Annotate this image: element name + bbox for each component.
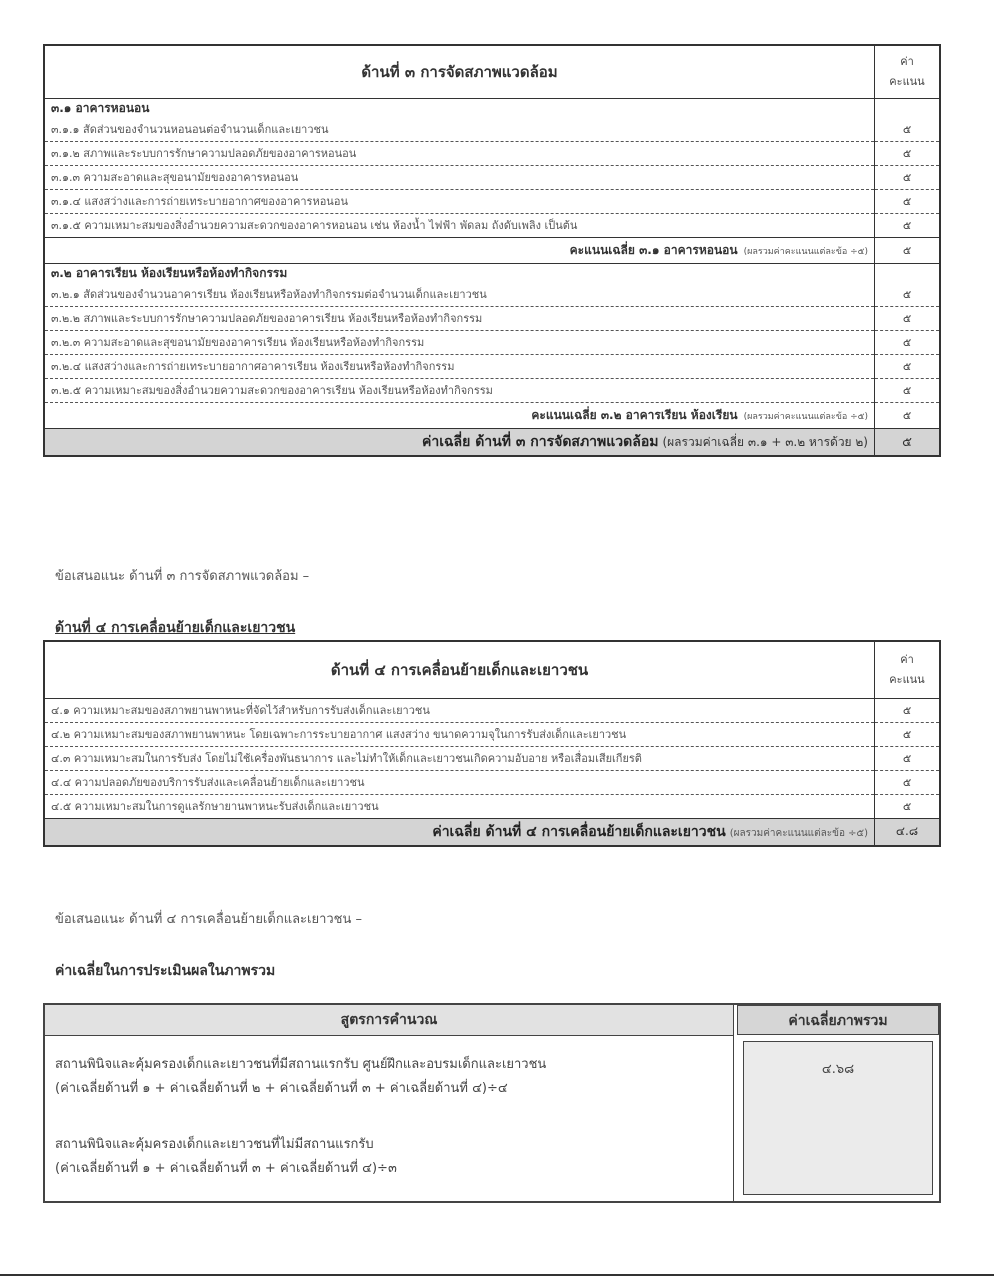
- item-score: ๕: [875, 770, 941, 794]
- overall-table: [43, 1003, 941, 1203]
- section4-title: ด้านที่ ๔ การเคลื่อนย้ายเด็กและเยาวชน: [44, 641, 875, 698]
- section3-title: ด้านที่ ๓ การจัดสภาพแวดล้อม: [44, 45, 875, 98]
- table-row: [44, 746, 940, 770]
- item-score: ๕: [875, 189, 941, 213]
- item-text: ๔.๔ ความปลอดภัยของบริการรับส่งและเคลื่อนย้ายเด็กและเยาวชน: [44, 770, 875, 794]
- formula-1-line2: (ค่าเฉลี่ยด้านที่ ๑ + ค่าเฉลี่ยด้านที่ ๒ + ค่าเฉลี่ยด้านที่ ๓ + ค่าเฉลี่ยด้านที่ ๔)÷๔: [55, 1081, 508, 1096]
- formula-column: [45, 1005, 734, 1201]
- table-row: [44, 118, 940, 142]
- table-row: [44, 213, 940, 237]
- item-score: ๕: [875, 794, 941, 818]
- total-label: ค่าเฉลี่ย ด้านที่ ๔ การเคลื่อนย้ายเด็กและเยาวชน: [432, 823, 726, 840]
- formula-1-line1: สถานพินิจและคุ้มครองเด็กและเยาวชนที่มีสถานแรกรับ ศูนย์ฝึกและอบรมเด็กและเยาวชน: [55, 1057, 547, 1072]
- average-column: [737, 1005, 939, 1201]
- page-bottom-rule: [0, 1274, 994, 1276]
- total-score: ๕: [875, 428, 941, 456]
- section4-suggestion: ข้อเสนอแนะ ด้านที่ ๔ การเคลื่อนย้ายเด็กและเยาวชน –: [55, 912, 363, 927]
- score-header: [875, 45, 941, 98]
- score-header-line2: คะแนน: [889, 672, 925, 686]
- total-row: [44, 818, 940, 846]
- table-row: [44, 330, 940, 354]
- item-text: ๓.๑.๕ ความเหมาะสมของสิ่งอำนวยความสะดวกของอาคารหอนอน เช่น ห้องน้ำ ไฟฟ้า พัดลม ถังดับเพลิง เป็นต้น: [44, 213, 875, 237]
- item-score: ๕: [875, 283, 941, 307]
- formula-2-line1: สถานพินิจและคุ้มครองเด็กและเยาวชนที่ไม่มีสถานแรกรับ: [55, 1137, 374, 1152]
- total-score: ๔.๘: [875, 818, 941, 846]
- table-row: [44, 794, 940, 818]
- score-header: [875, 641, 941, 698]
- group-title: ๓.๑ อาคารหอนอน: [44, 98, 875, 118]
- item-text: ๓.๑.๒ สภาพและระบบการรักษาความปลอดภัยของอาคารหอนอน: [44, 141, 875, 165]
- item-score: ๕: [875, 354, 941, 378]
- table-row: [44, 141, 940, 165]
- item-text: ๓.๒.๒ สภาพและระบบการรักษาความปลอดภัยของอาคารเรียน ห้องเรียนหรือห้องทำกิจกรรม: [44, 306, 875, 330]
- section3-suggestion: ข้อเสนอแนะ ด้านที่ ๓ การจัดสภาพแวดล้อม –: [55, 569, 310, 584]
- item-text: ๓.๑.๑ สัดส่วนของจำนวนหอนอนต่อจำนวนเด็กและเยาวชน: [44, 118, 875, 142]
- table-row: [44, 189, 940, 213]
- formula-2: [55, 1133, 397, 1181]
- table-row: [44, 283, 940, 307]
- subtotal-note: (ผลรวมค่าคะแนนแต่ละข้อ ÷๕): [743, 411, 868, 422]
- score-header-line1: ค่า: [900, 652, 914, 666]
- table-row: [44, 698, 940, 722]
- item-score: ๕: [875, 378, 941, 402]
- score-header-line1: ค่า: [900, 54, 914, 68]
- item-score: ๕: [875, 306, 941, 330]
- formula-1: [55, 1053, 546, 1101]
- item-text: ๓.๒.๕ ความเหมาะสมของสิ่งอำนวยความสะดวกของอาคารเรียน ห้องเรียนหรือห้องทำกิจกรรม: [44, 378, 875, 402]
- item-score: ๕: [875, 118, 941, 142]
- total-note: (ผลรวมค่าคะแนนแต่ละข้อ ÷๕): [729, 827, 868, 839]
- item-text: ๔.๒ ความเหมาะสมของสภาพยานพาหนะ โดยเฉพาะการระบายอากาศ แสงสว่าง ขนาดความจุในการรับส่งเด็กและเยาวชน: [44, 722, 875, 746]
- average-header: ค่าเฉลี่ยภาพรวม: [737, 1005, 939, 1035]
- item-text: ๔.๕ ความเหมาะสมในการดูแลรักษายานพาหนะรับส่งเด็กและเยาวชน: [44, 794, 875, 818]
- section4-heading: ด้านที่ ๔ การเคลื่อนย้ายเด็กและเยาวชน: [55, 620, 296, 636]
- item-score: ๕: [875, 213, 941, 237]
- average-value-box: [743, 1041, 933, 1195]
- formula-header: สูตรการคำนวณ: [45, 1005, 733, 1036]
- section4-table: [43, 640, 941, 847]
- table-row: [44, 378, 940, 402]
- subtotal-label: คะแนนเฉลี่ย ๓.๒ อาคารเรียน ห้องเรียน: [531, 407, 738, 422]
- total-label: ค่าเฉลี่ย ด้านที่ ๓ การจัดสภาพแวดล้อม: [421, 433, 659, 450]
- overall-title: ค่าเฉลี่ยในการประเมินผลในภาพรวม: [55, 963, 276, 979]
- table-row: [44, 722, 940, 746]
- total-row: [44, 428, 940, 456]
- item-text: ๔.๓ ความเหมาะสมในการรับส่ง โดยไม่ใช้เครื่องพันธนาการ และไม่ทำให้เด็กและเยาวชนเกิดความอับอาย หรือเสื่อมเสียเกียรติ: [44, 746, 875, 770]
- average-value: ๔.๖๘: [821, 1062, 855, 1077]
- item-text: ๓.๒.๔ แสงสว่างและการถ่ายเทระบายอากาศอาคารเรียน ห้องเรียนหรือห้องทำกิจกรรม: [44, 354, 875, 378]
- table-row: [44, 306, 940, 330]
- item-text: ๓.๒.๓ ความสะอาดและสุขอนามัยของอาคารเรียน ห้องเรียนหรือห้องทำกิจกรรม: [44, 330, 875, 354]
- table-row: [44, 354, 940, 378]
- subtotal-note: (ผลรวมค่าคะแนนแต่ละข้อ ÷๕): [743, 246, 868, 257]
- item-text: ๓.๒.๑ สัดส่วนของจำนวนอาคารเรียน ห้องเรียนหรือห้องทำกิจกรรมต่อจำนวนเด็กและเยาวชน: [44, 283, 875, 307]
- subtotal-row: [44, 402, 940, 428]
- item-score: ๕: [875, 698, 941, 722]
- item-text: ๓.๑.๓ ความสะอาดและสุขอนามัยของอาคารหอนอน: [44, 165, 875, 189]
- total-note: (ผลรวมค่าเฉลี่ย ๓.๑ + ๓.๒ หารด้วย ๒): [662, 434, 868, 449]
- subtotal-score: ๕: [875, 237, 941, 263]
- subtotal-label: คะแนนเฉลี่ย ๓.๑ อาคารหอนอน: [569, 242, 738, 257]
- item-score: ๕: [875, 330, 941, 354]
- item-score: ๕: [875, 141, 941, 165]
- item-text: ๓.๑.๔ แสงสว่างและการถ่ายเทระบายอากาศของอาคารหอนอน: [44, 189, 875, 213]
- score-header-line2: คะแนน: [889, 74, 925, 88]
- subtotal-row: [44, 237, 940, 263]
- item-score: ๕: [875, 746, 941, 770]
- item-score: ๕: [875, 722, 941, 746]
- table-row: [44, 165, 940, 189]
- formula-2-line2: (ค่าเฉลี่ยด้านที่ ๑ + ค่าเฉลี่ยด้านที่ ๓ + ค่าเฉลี่ยด้านที่ ๔)÷๓: [55, 1161, 397, 1176]
- subtotal-score: ๕: [875, 402, 941, 428]
- item-score: ๕: [875, 165, 941, 189]
- section3-table: [43, 44, 941, 457]
- table-row: [44, 770, 940, 794]
- group-title: ๓.๒ อาคารเรียน ห้องเรียนหรือห้องทำกิจกรรม: [44, 263, 875, 283]
- item-text: ๔.๑ ความเหมาะสมของสภาพยานพาหนะที่จัดไว้สำหรับการรับส่งเด็กและเยาวชน: [44, 698, 875, 722]
